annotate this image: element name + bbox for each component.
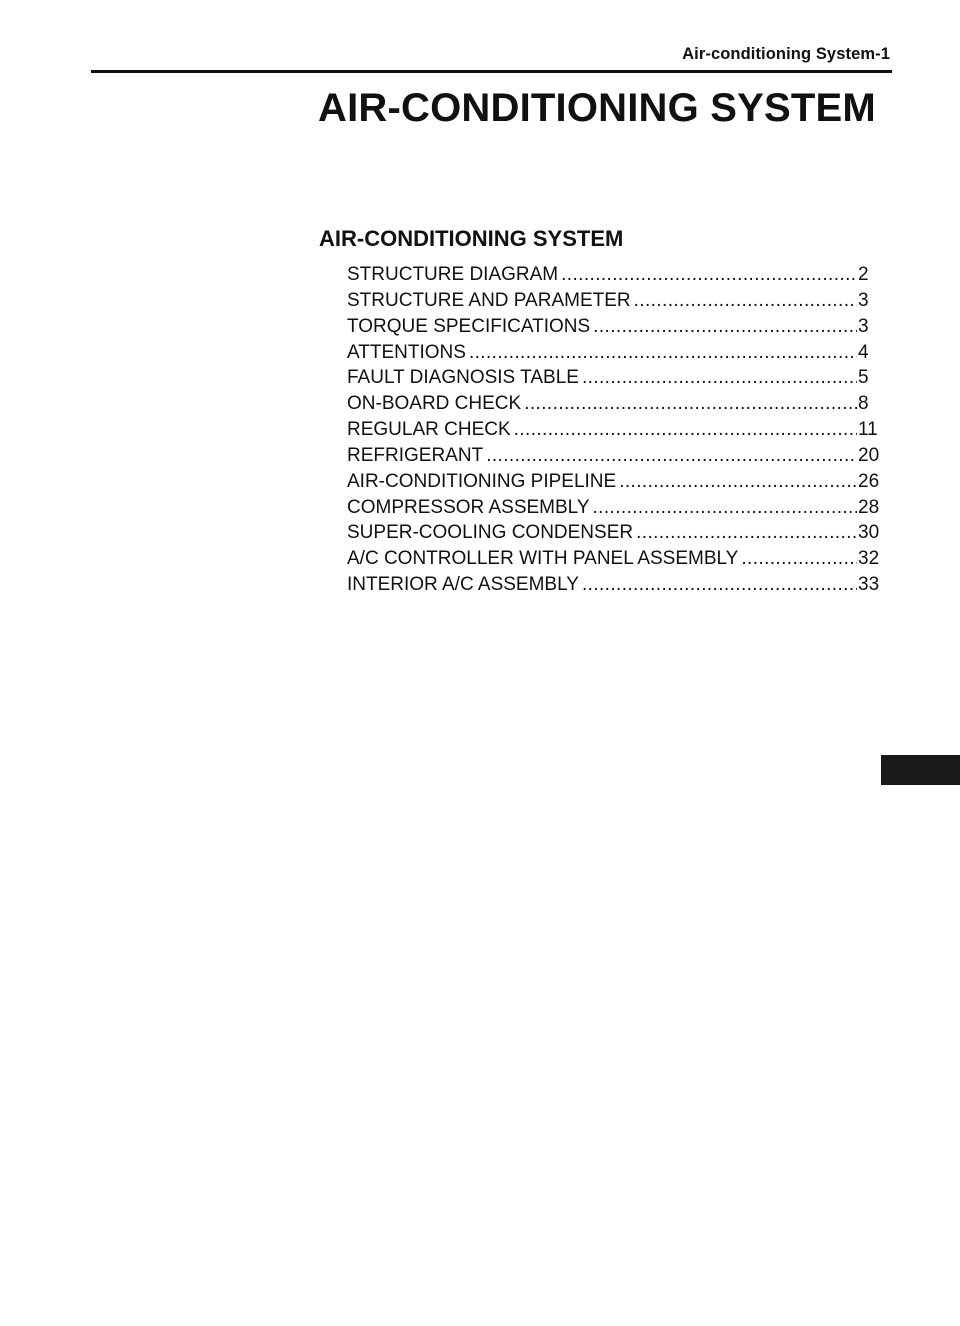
- toc-page-number: 30: [858, 522, 880, 544]
- section-thumb-tab: [881, 755, 960, 785]
- page-header: [91, 44, 892, 73]
- toc-entry[interactable]: [347, 314, 882, 340]
- table-of-contents: [347, 262, 882, 598]
- toc-entry[interactable]: [347, 520, 882, 546]
- toc-entry[interactable]: [347, 417, 882, 443]
- toc-entry[interactable]: [347, 546, 882, 572]
- toc-page-number: 33: [858, 574, 880, 596]
- toc-entry[interactable]: [347, 262, 882, 288]
- toc-page-number: 3: [858, 289, 869, 311]
- toc-entry[interactable]: [347, 288, 882, 314]
- dot-leader: [582, 365, 857, 391]
- toc-entry-title: REGULAR CHECK: [347, 419, 511, 441]
- dot-leader: [741, 546, 857, 572]
- toc-entry-title: FAULT DIAGNOSIS TABLE: [347, 367, 579, 389]
- section-heading: AIR-CONDITIONING SYSTEM: [319, 226, 624, 251]
- toc-entry[interactable]: [347, 365, 882, 391]
- toc-entry-title: AIR-CONDITIONING PIPELINE: [347, 470, 617, 492]
- toc-entry-title: INTERIOR A/C ASSEMBLY: [347, 574, 579, 596]
- toc-page-number: 2: [858, 264, 869, 285]
- toc-page-number: 32: [858, 548, 880, 570]
- running-head: Air-conditioning System-1: [682, 45, 890, 63]
- toc-page-number: 8: [858, 393, 869, 415]
- dot-leader: [593, 314, 857, 340]
- toc-page-number: 3: [858, 315, 869, 337]
- page-title: AIR-CONDITIONING SYSTEM: [318, 86, 876, 130]
- toc-entry-title: ATTENTIONS: [347, 341, 466, 363]
- toc-page-number: 11: [858, 419, 878, 441]
- dot-leader: [634, 288, 857, 314]
- dot-leader: [469, 340, 857, 366]
- dot-leader: [619, 469, 857, 495]
- dot-leader: [486, 443, 857, 469]
- toc-page-number: 5: [858, 367, 869, 389]
- dot-leader: [593, 495, 858, 521]
- toc-entry[interactable]: [347, 340, 882, 366]
- toc-entry[interactable]: [347, 391, 882, 417]
- toc-entry-title: A/C CONTROLLER WITH PANEL ASSEMBLY: [347, 548, 739, 570]
- toc-entry-title: COMPRESSOR ASSEMBLY: [347, 496, 590, 518]
- dot-leader: [636, 520, 857, 546]
- toc-page-number: 28: [858, 496, 880, 518]
- toc-entry-title: STRUCTURE AND PARAMETER: [347, 289, 631, 311]
- toc-entry-title: REFRIGERANT: [347, 444, 484, 466]
- dot-leader: [514, 417, 857, 443]
- toc-entry-title: SUPER-COOLING CONDENSER: [347, 522, 634, 544]
- toc-page-number: 4: [858, 341, 869, 363]
- toc-entry[interactable]: [347, 469, 882, 495]
- dot-leader: [582, 572, 857, 598]
- dot-leader: [561, 262, 857, 288]
- toc-page-number: 20: [858, 444, 880, 466]
- toc-entry[interactable]: [347, 572, 882, 598]
- dot-leader: [524, 391, 857, 417]
- toc-page-number: 26: [858, 470, 880, 492]
- toc-entry-title: STRUCTURE DIAGRAM: [347, 264, 559, 285]
- toc-entry[interactable]: [347, 495, 882, 521]
- toc-entry[interactable]: [347, 443, 882, 469]
- toc-entry-title: ON-BOARD CHECK: [347, 393, 522, 415]
- toc-entry-title: TORQUE SPECIFICATIONS: [347, 315, 591, 337]
